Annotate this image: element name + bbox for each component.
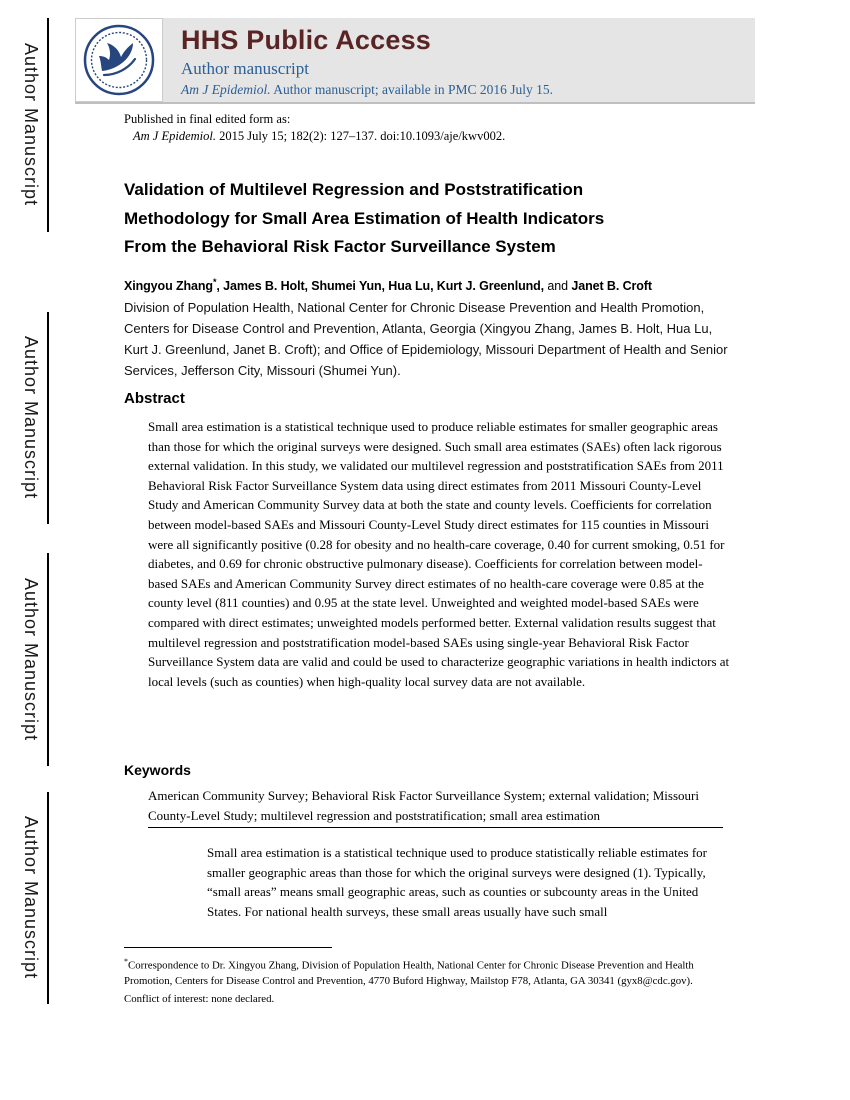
keywords-divider — [148, 827, 723, 828]
published-info-line1: Published in final edited form as: — [124, 112, 291, 126]
abstract-text: Small area estimation is a statistical technique used to produce reliable estimates for smaller geographic areas than those for which the original surveys were designed. Such small area estimates (SAEs) often lack rigorous external validation. In this study, we validated our multilevel regression and poststratification SAEs from 2011 Behavioral Risk Factor Surveillance System data using direct estimates from 2011 Missouri County-Level Study and American Community Survey data at both the state and county levels. Coefficients for correlation between model-based SAEs and Missouri County-Level Study direct estimates for 115 counties in Missouri were all significantly positive (0.28 for obesity and no health-care coverage, 0.40 for current smoking, 0.51 for diabetes, and 0.69 for chronic obstructive pulmonary disease). Coefficients for correlation between model-based SAEs and American Community Survey direct estimates of no health-care coverage were 0.85 at the county level (811 counties) and 0.95 at the state level. Unweighted and weighted model-based SAEs were compared with direct estimates; unweighted models performed better. External validation results suggest that multilevel regression and poststratification model-based SAEs using single-year Behavioral Risk Factor Surveillance System data are valid and could be used to characterize geographic variations in health indictors at local levels (such as counties) when high-quality local survey data are not available. — [148, 419, 730, 689]
keywords-text: American Community Survey; Behavioral Risk Factor Surveillance System; external validation; Missouri County-Level Study; multilevel regression and poststratification; small area estimation — [148, 788, 699, 823]
body-paragraph: Small area estimation is a statistical technique used to produce statistically reliable estimates for smaller geographic areas than those for which the original surveys were designed (1). Typically, “small areas” means small geographic areas, such as counties or subcounty areas in the United States. For national health surveys, these small areas usually have such small — [207, 845, 707, 919]
author-manuscript-strip — [20, 553, 49, 766]
authors-line — [124, 277, 652, 293]
published-info-citation — [133, 128, 505, 145]
manuscript-divider-line — [47, 792, 49, 1004]
author-names: , James B. Holt, Shumei Yun, Hua Lu, Kurt J. Greenlund, — [216, 279, 545, 294]
author-manuscript-strip — [20, 312, 49, 524]
manuscript-divider-line — [47, 553, 49, 766]
author-asterisk: * — [212, 277, 217, 287]
author-manuscript-label: Author Manuscript — [21, 816, 41, 980]
header-title: HHS Public Access — [181, 25, 431, 55]
affiliation: Division of Population Health, National Center for Chronic Disease Prevention and Health Promotion, Centers for Disease Control and Prevention, Atlanta, Georgia (Xingyou Zhang, James B. Holt, Hua Lu, Kurt J. Greenlund, Janet B. Croft); and Office of Epidemiology, Missouri Department of Health and Senior Services, Jefferson City, Missouri (Shumei Yun). — [124, 300, 728, 378]
footnote-correspondence — [124, 954, 736, 989]
author-manuscript-label: Author Manuscript — [21, 336, 41, 500]
author-manuscript-strip — [20, 18, 49, 232]
article-title-line: Validation of Multilevel Regression and Poststratification — [124, 180, 584, 199]
hhs-seal-icon — [82, 23, 156, 97]
hhs-logo — [75, 18, 163, 102]
article-title-line: Methodology for Small Area Estimation of Health Indicators — [124, 208, 605, 228]
header-citation-rest: Author manuscript; available in PMC 2016 July 15. — [270, 82, 553, 97]
keywords-heading: Keywords — [124, 762, 191, 778]
abstract-heading: Abstract — [124, 390, 185, 407]
article-title — [124, 176, 728, 262]
footnote-block — [124, 954, 736, 1007]
author-manuscript-label: Author Manuscript — [21, 43, 41, 207]
footnote-correspondence-text: Correspondence to Dr. Xingyou Zhang, Division of Population Health, National Center for Chronic Disease Prevention and Health Promotion, Centers for Disease Control and Prevention, 4770 Buford Highway, Mailstop F78, Atlanta, GA 30341 (gyx8@cdc.gov). — [124, 959, 694, 987]
author-name: Xingyou Zhang — [124, 279, 213, 294]
published-info — [124, 111, 505, 145]
footnote-divider — [124, 947, 332, 948]
authors-and-word: and — [544, 279, 572, 294]
header-subtitle: Author manuscript — [181, 59, 309, 78]
header-text — [163, 18, 553, 102]
article-title-line: From the Behavioral Risk Factor Surveillance System — [124, 237, 556, 256]
author-manuscript-label: Author Manuscript — [21, 577, 41, 742]
header-citation-journal: Am J Epidemiol. — [181, 82, 271, 97]
author-name: Janet B. Croft — [571, 279, 652, 294]
manuscript-divider-line — [47, 18, 49, 232]
footnote-conflict: Conflict of interest: none declared. — [124, 992, 275, 1005]
header-citation — [181, 82, 553, 98]
manuscript-divider-line — [47, 312, 49, 524]
author-manuscript-strip — [20, 792, 49, 1004]
footnote-asterisk: * — [124, 957, 128, 966]
pmc-header-banner — [75, 18, 755, 104]
published-citation-rest: 2015 July 15; 182(2): 127–137. doi:10.1093/aje/kwv002. — [215, 129, 506, 143]
published-journal: Am J Epidemiol. — [133, 129, 216, 143]
